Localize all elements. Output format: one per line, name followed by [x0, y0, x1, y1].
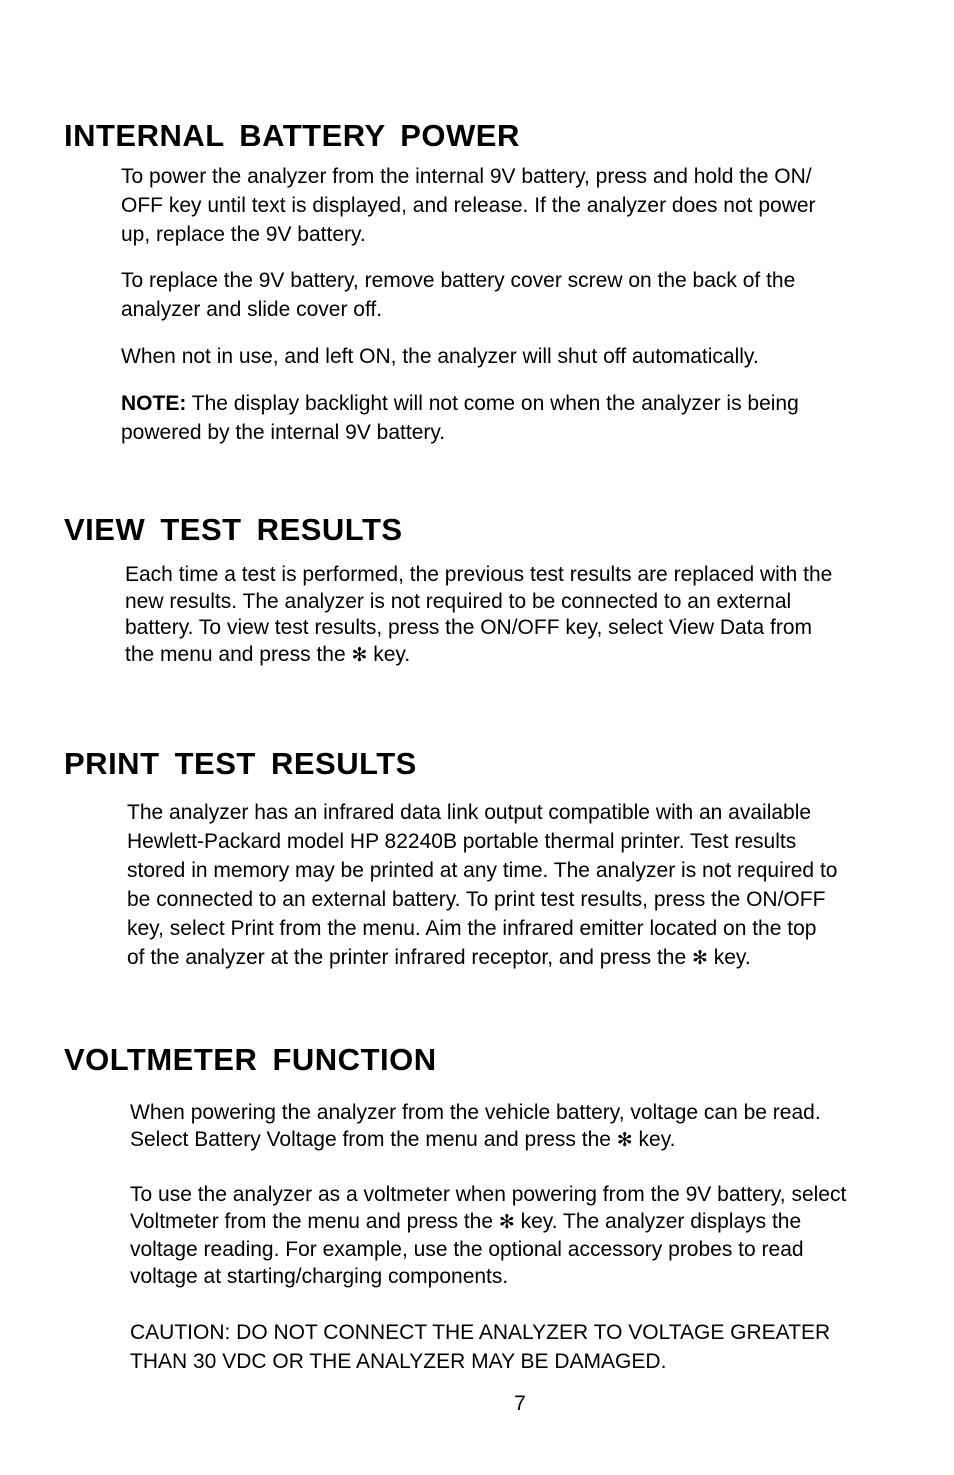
- text-line: Hewlett-Packard model HP 82240B portable thermal printer. Test results: [127, 830, 797, 853]
- text-line: voltage at starting/charging components.: [130, 1265, 509, 1288]
- text-line: be connected to an external battery. To print test results, press the ON/OFF: [127, 888, 826, 911]
- text-line: battery. To view test results, press the ON/OFF key, select View Data from: [125, 616, 813, 639]
- text-line: Each time a test is performed, the previous test results are replaced with the: [125, 563, 833, 586]
- text-line: To replace the 9V battery, remove battery cover screw on the back of the: [121, 269, 796, 292]
- heading-internal-battery-power: INTERNAL BATTERY POWER: [64, 118, 520, 153]
- text-line: [125, 642, 832, 669]
- asterisk-key-icon: ✻: [616, 1129, 633, 1151]
- text-segment: Voltmeter from the menu and press the: [130, 1210, 499, 1233]
- text-line: voltage reading. For example, use the optional accessory probes to read: [130, 1238, 804, 1261]
- text-line: When powering the analyzer from the vehicle battery, voltage can be read.: [130, 1101, 821, 1124]
- battery-paragraph-2: [121, 266, 795, 324]
- text-segment: key. The analyzer displays the: [514, 1210, 802, 1233]
- text-line: [130, 1126, 821, 1154]
- battery-note: [121, 389, 799, 447]
- text-line: up, replace the 9V battery.: [121, 223, 366, 246]
- asterisk-key-icon: ✻: [498, 1211, 515, 1233]
- text-line: OFF key until text is displayed, and release. If the analyzer does not power: [121, 194, 816, 217]
- text-segment: key.: [707, 946, 751, 969]
- text-segment: of the analyzer at the printer infrared receptor, and press the: [127, 946, 692, 969]
- text-segment: Select Battery Voltage from the menu and press the: [130, 1128, 617, 1151]
- text-line: [130, 1208, 846, 1236]
- heading-view-test-results: VIEW TEST RESULTS: [64, 512, 403, 547]
- page-number: 7: [514, 1392, 526, 1415]
- asterisk-key-icon: ✻: [351, 643, 368, 666]
- text-line: The analyzer has an infrared data link output compatible with an available: [127, 801, 812, 824]
- voltmeter-caution: [130, 1318, 830, 1376]
- heading-voltmeter-function: VOLTMETER FUNCTION: [64, 1042, 437, 1077]
- note-line: powered by the internal 9V battery.: [121, 421, 446, 444]
- text-segment: the menu and press the: [125, 642, 352, 666]
- text-segment: key.: [632, 1128, 676, 1151]
- battery-paragraph-1: [121, 162, 816, 249]
- print-paragraph: [127, 798, 837, 973]
- note-label: NOTE:: [121, 392, 187, 415]
- asterisk-key-icon: ✻: [692, 947, 708, 969]
- view-paragraph: [125, 562, 832, 668]
- battery-paragraph-3: [121, 342, 759, 371]
- text-line: key, select Print from the menu. Aim the infrared emitter located on the top: [127, 917, 817, 940]
- text-line: new results. The analyzer is not required to be connected to an external: [125, 589, 792, 613]
- text-line: When not in use, and left ON, the analyzer will shut off automatically.: [121, 345, 759, 368]
- heading-print-test-results: PRINT TEST RESULTS: [64, 746, 417, 781]
- caution-line: THAN 30 VDC OR THE ANALYZER MAY BE DAMAGED.: [130, 1350, 667, 1373]
- caution-line: CAUTION: DO NOT CONNECT THE ANALYZER TO VOLTAGE GREATER: [130, 1321, 831, 1344]
- text-line: To use the analyzer as a voltmeter when powering from the 9V battery, select: [130, 1183, 847, 1206]
- text-line: analyzer and slide cover off.: [121, 298, 383, 321]
- text-line: To power the analyzer from the internal 9V battery, press and hold the ON/: [121, 165, 812, 188]
- text-segment: key.: [367, 642, 411, 666]
- note-text: The display backlight will not come on when the analyzer is being: [186, 392, 799, 415]
- voltmeter-paragraph-2: [130, 1181, 846, 1290]
- note-line: [121, 389, 799, 418]
- voltmeter-paragraph-1: [130, 1099, 821, 1154]
- text-line: stored in memory may be printed at any time. The analyzer is not required to: [127, 859, 838, 882]
- text-line: [127, 943, 837, 973]
